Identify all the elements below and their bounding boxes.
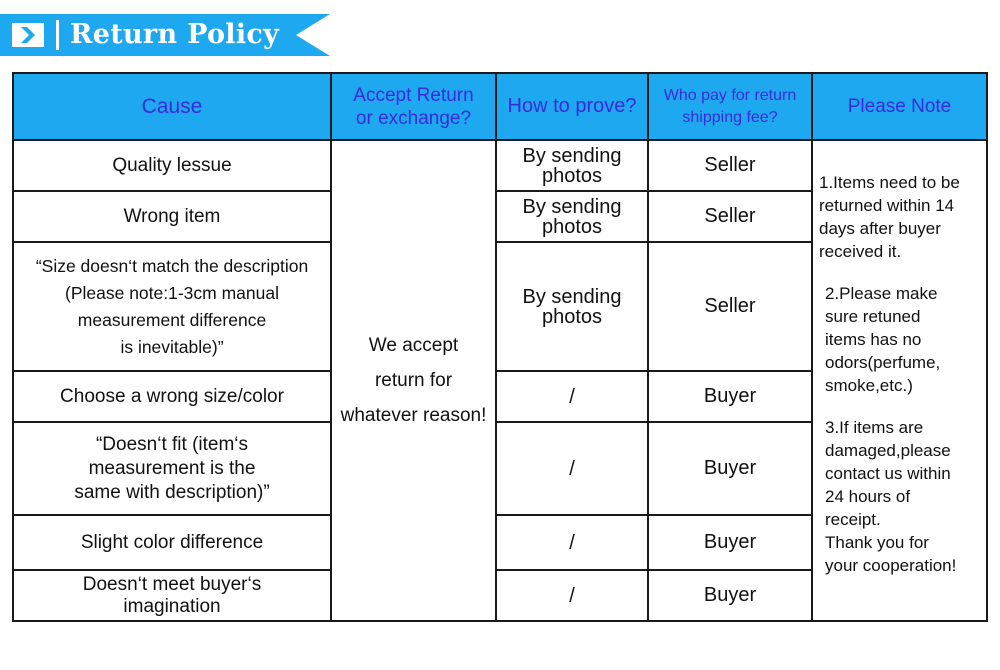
header-accept-return: Accept Return or exchange?: [331, 73, 496, 140]
cause-cell: Choose a wrong size/color: [13, 371, 331, 422]
return-policy-banner: [0, 14, 330, 56]
header-please-note: Please Note: [812, 73, 987, 140]
proof-cell: /: [496, 422, 648, 515]
note-damaged-items: 3.If items are damaged,please contact us within 24 hours of receipt. Thank you for your cooperation!: [825, 418, 957, 575]
proof-cell: /: [496, 570, 648, 621]
banner-divider: [56, 20, 59, 50]
note-no-odors: 2.Please make sure retuned items has no odors(perfume, smoke,etc.): [825, 284, 941, 395]
accept-return-cell: We accept return for whatever reason!: [331, 140, 496, 621]
cause-cell: Doesn‘t meet buyer‘s imagination: [13, 570, 331, 621]
return-policy-table: [12, 72, 988, 622]
payer-cell: Seller: [648, 140, 812, 191]
note-return-window: 1.Items need to be returned within 14 days after buyer received it.: [819, 173, 960, 261]
cause-cell: Wrong item: [13, 191, 331, 242]
header-cause: Cause: [13, 73, 331, 140]
page-title: Return Policy: [70, 19, 280, 50]
chevron-right-icon: [12, 23, 44, 47]
cause-cell: Quality lessue: [13, 140, 331, 191]
notes-cell: [812, 140, 987, 621]
cause-cell: Slight color difference: [13, 515, 331, 570]
payer-cell: Buyer: [648, 422, 812, 515]
payer-cell: Seller: [648, 191, 812, 242]
table-row: [13, 140, 987, 191]
payer-cell: Buyer: [648, 515, 812, 570]
payer-cell: Buyer: [648, 570, 812, 621]
payer-cell: Buyer: [648, 371, 812, 422]
proof-cell: /: [496, 515, 648, 570]
cause-cell: “Size doesn‘t match the description (Please note:1-3cm manual measurement difference is inevitable)”: [13, 242, 331, 371]
proof-cell: By sending photos: [496, 140, 648, 191]
proof-cell: /: [496, 371, 648, 422]
table-header-row: [13, 73, 987, 140]
proof-cell: By sending photos: [496, 242, 648, 371]
payer-cell: Seller: [648, 242, 812, 371]
cause-cell: “Doesn‘t fit (item‘s measurement is the same with description)”: [13, 422, 331, 515]
proof-cell: By sending photos: [496, 191, 648, 242]
header-how-to-prove: How to prove?: [496, 73, 648, 140]
header-who-pays: Who pay for return shipping fee?: [648, 73, 812, 140]
